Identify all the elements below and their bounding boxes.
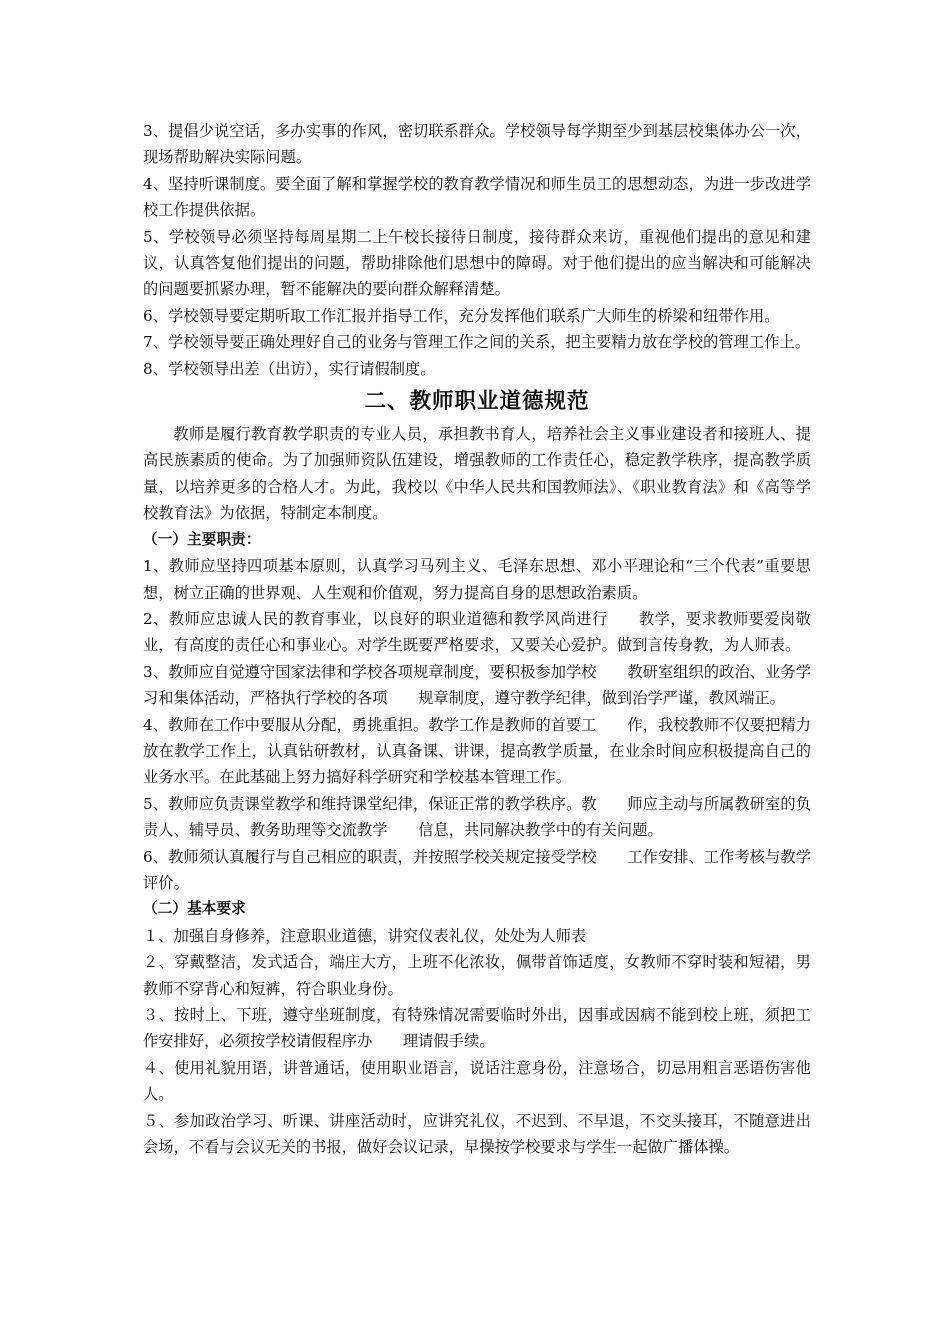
duties-heading: （一）主要职责：	[143, 530, 261, 548]
requirements-heading: （二）基本要求	[143, 900, 246, 918]
rule-item-6: 6、学校领导要定期听取工作汇报并指导工作，充分发挥他们联系广大师生的桥梁和纽带作用。	[143, 306, 780, 325]
duty-item-5: 5、教师应负责课堂教学和维持课堂纪律，保证正常的教学秩序。教 师应主动与所属教研室的负责人、辅导员、教务助理等交流教学 信息，共同解决教学中的有关问题。	[143, 794, 811, 840]
rule-item-3: 3、提倡少说空话，多办实事的作风，密切联系群众。学校领导每学期至少到基层校集体办公一次，现场帮助解决实际问题。	[143, 122, 811, 167]
duty-item-4: 4、教师在工作中要服从分配，勇挑重担。教学工作是教师的首要工 作，我校教师不仅要把精力放在教学工作上，认真钻研教材，认真备课、讲课，提高教学质量，在业余时间应积极提高自己的业务水平。在此基础上努力搞好科学研究和学校基本管理工作。	[143, 715, 811, 787]
duties-list	[143, 553, 811, 896]
duty-item-2: 2、教师应忠诚人民的教育事业，以良好的职业道德和教学风尚进行 教学，要求教师要爱岗敬业，有高度的责任心和事业心。对学生既要严格要求，又要关心爱护。做到言传身教，为人师表。	[143, 609, 811, 655]
document-page	[143, 118, 811, 1160]
rule-item-8: 8、学校领导出差（出访），实行请假制度。	[143, 359, 436, 378]
leadership-rules-list	[143, 118, 811, 382]
rule-item-4: 4、坚持听课制度。要全面了解和掌握学校的教育教学情况和师生员工的思想动态，为进一步改进学校工作提供依据。	[143, 174, 811, 220]
rule-item-5: 5、学校领导必须坚持每周星期二上午校长接待日制度，接待群众来访，重视他们提出的意见和建议，认真答复他们提出的问题，帮助排除他们思想中的障碍。对于他们提出的应当解决和可能解决的问题要抓紧办理，暂不能解决的要向群众解释清楚。	[143, 227, 811, 299]
duty-item-6: 6、教师须认真履行与自己相应的职责，并按照学校关规定接受学校 工作安排、工作考核与教学评价。	[143, 847, 811, 892]
duty-item-3: 3、教师应自觉遵守国家法律和学校各项规章制度，要积极参加学校 教研室组织的政治、业务学习和集体活动，严格执行学校的各项 规章制度，遵守教学纪律，做到治学严谨，教风端正。	[143, 662, 811, 708]
requirements-list	[143, 923, 811, 1161]
requirement-item-2: ２、穿戴整洁，发式适合，端庄大方，上班不化浓妆，佩带首饰适度，女教师不穿时装和短裙，男教师不穿背心和短裤，符合职业身份。	[143, 953, 811, 998]
requirement-item-5: ５、参加政治学习、听课、讲座活动时，应讲究礼仪，不迟到、不早退，不交头接耳，不随意进出会场，不看与会议无关的书报，做好会议记录，早操按学校要求与学生一起做广播体操。	[143, 1111, 811, 1157]
duty-item-1: 1、教师应坚持四项基本原则，认真学习马列主义、毛泽东思想、邓小平理论和“三个代表”重要思想，树立正确的世界观、人生观和价值观，努力提高自身的思想政治素质。	[143, 557, 811, 602]
requirement-item-1: １、加强自身修养，注意职业道德，讲究仪表礼仪，处处为人师表	[143, 926, 587, 945]
intro-paragraph: 教师是履行教育教学职责的专业人员，承担教书育人，培养社会主义事业建设者和接班人、提高民族素质的使命。为了加强师资队伍建设，增强教师的工作责任心，稳定教学秩序，提高教学质量，以培养更多的合格人才。为此，我校以《中华人民共和国教师法》、《职业教育法》和《高等学校教育法》为依据，特制定本制度。	[143, 425, 811, 523]
requirement-item-4: ４、使用礼貌用语，讲普通话，使用职业语言，说话注意身份，注意场合，切忌用粗言恶语伤害他人。	[143, 1058, 811, 1104]
requirement-item-3: ３、按时上、下班，遵守坐班制度，有特殊情况需要临时外出，因事或因病不能到校上班，须把工作安排好，必须按学校请假程序办 理请假手续。	[143, 1006, 811, 1051]
section-title: 二、教师职业道德规范	[364, 389, 590, 415]
rule-item-7: 7、学校领导要正确处理好自己的业务与管理工作之间的关系，把主要精力放在学校的管理工作上。	[143, 333, 811, 352]
